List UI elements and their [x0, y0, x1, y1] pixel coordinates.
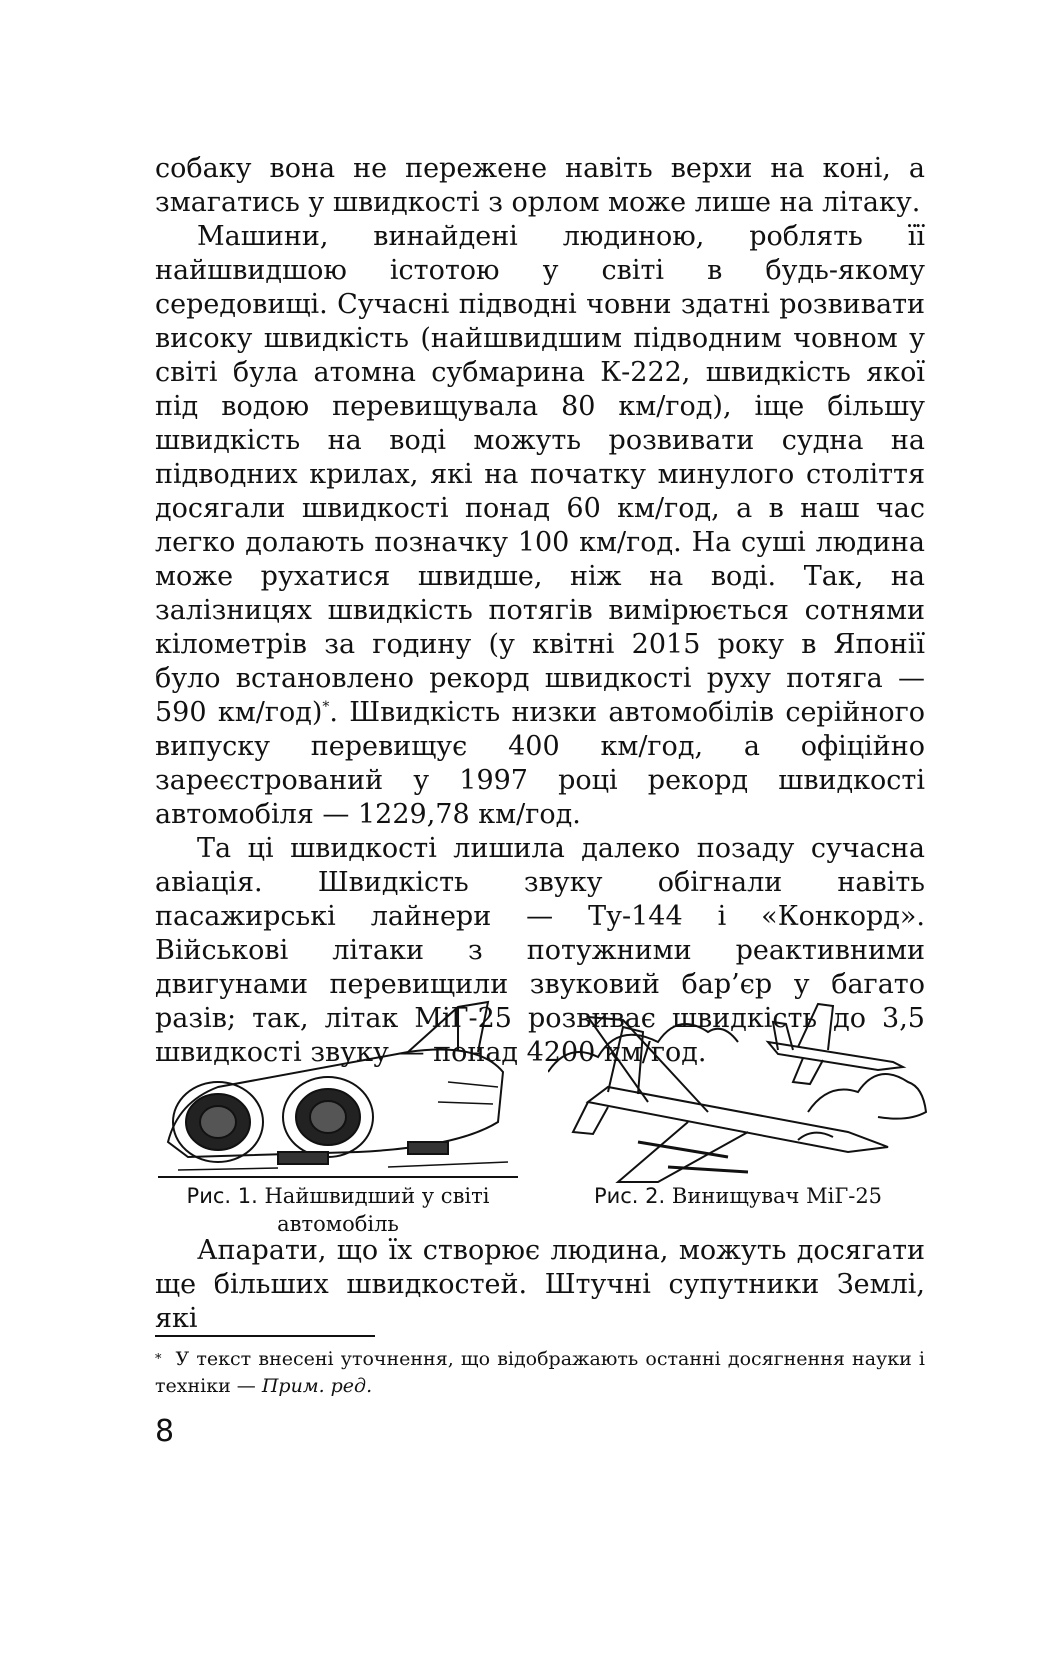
paragraph-3: Та ці швидкості лишила далеко позаду сучасна авіація. Швидкість звуку обігнали навіть пасажирські лайнери — Ту-144 і «Конкорд». Військові літаки з потужними реактивними двигунами перевищили звуковий бар’єр у багато разів; так, літак МіГ-25 розвиває швидкість до 3,5 швидкості звуку — понад 4200 км/год. [155, 833, 925, 1068]
footnote-reference: * [322, 699, 330, 715]
mig25-illustration [548, 992, 928, 1190]
paragraph-2 [155, 220, 925, 832]
paragraph-4: Апарати, що їх створює людина, можуть досягати ще більших швидкостей. Штучні супутники Землі, які [155, 1235, 925, 1334]
footnote-divider [155, 1335, 375, 1337]
main-text-block [155, 152, 925, 1070]
figure-2-caption-text: Винищувач МіГ-25 [671, 1184, 883, 1208]
paragraph-2-text: Машини, винайдені людиною, роблять її найшвидшою істотою у світі в будь-якому середовищі. Сучасні підводні човни здатні розвивати високу швидкість (найшвидшим підводним човном у світі була атомна субмарина К-222, швидкість якої під водою перевищувала 80 км/год), іще більшу швидкість на воді можуть розвивати судна на підводних крилах, які на початку минулого століття досягали швидкості понад 60 км/год, а в наш час легко долають позначку 100 км/год. На суші людина може рухатися швидше, ніж на воді. Так, на залізницях швидкість потягів вимірюється сотнями кілометрів за годину (у квітні 2015 року в Японії було встановлено рекорд швидкості руху потяга — 590 км/год) [155, 221, 925, 728]
paragraph-2-text-cont: . Швидкість низки автомобілів серійного випуску перевищує 400 км/год, а офіційно зареєстрований у 1997 році рекорд швидкості автомобіля — 1229,78 км/год. [155, 697, 925, 830]
footnote-text: У текст внесені уточнення, що відображають останні досягнення науки і техніки — [155, 1348, 925, 1397]
footnote [155, 1346, 925, 1400]
footnote-mark: * [155, 1352, 162, 1367]
page-number: 8 [155, 1414, 175, 1449]
paragraph-1: собаку вона не пережене навіть верхи на коні, а змагатись у швидкості з орлом може лише на літаку. [155, 153, 925, 218]
figure-1-caption [158, 1182, 518, 1238]
figure-1-label: Рис. 1. [186, 1184, 258, 1208]
figure-2-label: Рис. 2. [593, 1184, 666, 1208]
fastest-car-illustration [158, 992, 518, 1190]
continuation-text-block [155, 1234, 925, 1336]
figure-1-caption-text: Найшвидший у світі автомобіль [264, 1184, 490, 1236]
editor-note: Прим. ред. [261, 1375, 373, 1397]
figure-2-caption [548, 1182, 928, 1210]
